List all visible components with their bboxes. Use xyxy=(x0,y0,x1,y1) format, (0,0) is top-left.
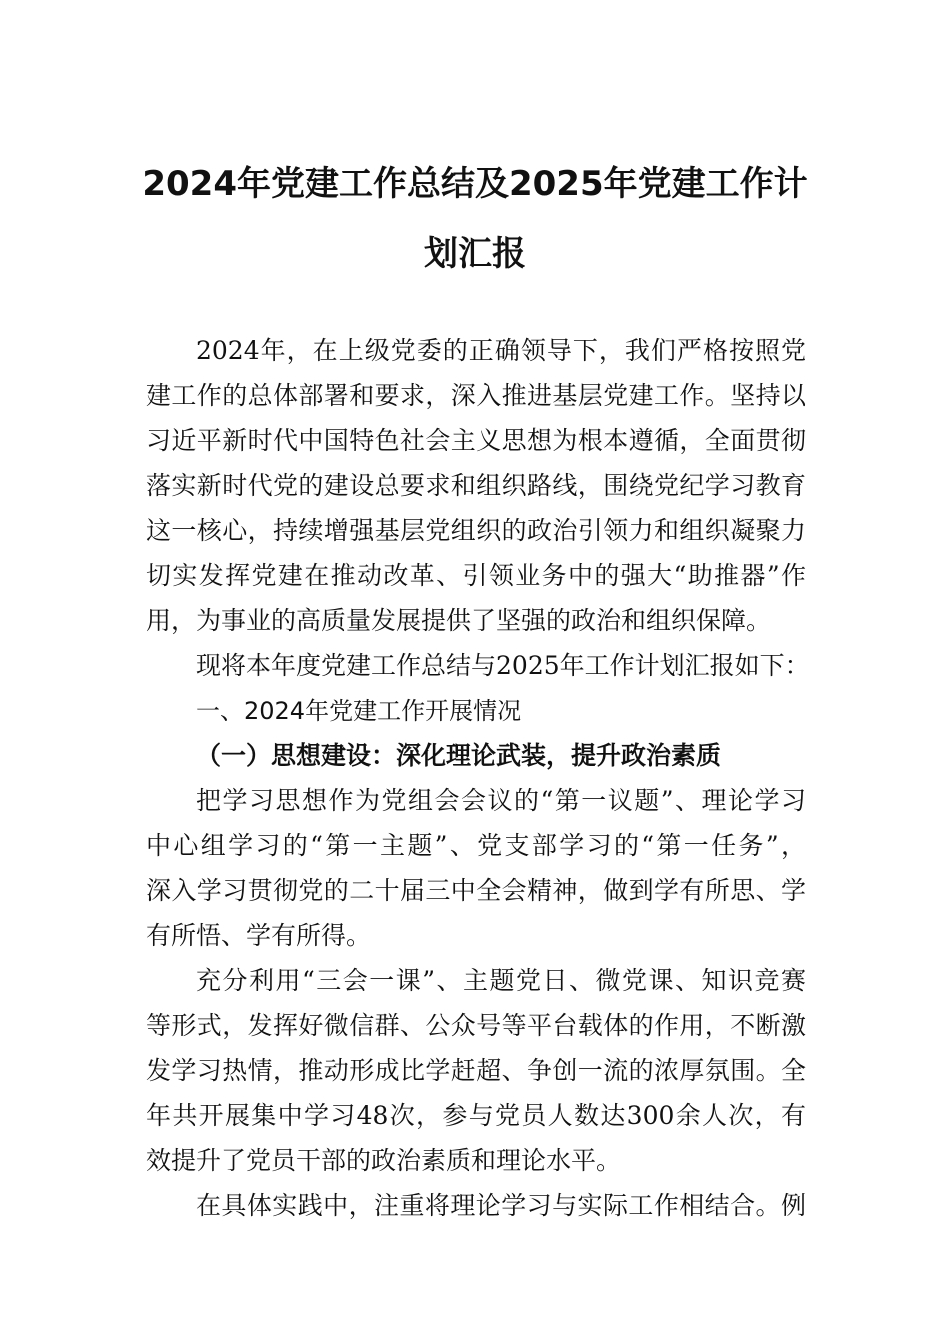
paragraph-line: 中心组学习的“第一主题”、党支部学习的“第一任务”， xyxy=(146,831,806,860)
paragraph-line: 有所悟、学有所得。 xyxy=(146,921,372,950)
intro-line: 用，为事业的高质量发展提供了坚强的政治和组织保障。 xyxy=(146,606,772,635)
paragraph-line: 充分利用“三会一课”、主题党日、微党课、知识竞赛 xyxy=(196,966,806,995)
intro-line: 切实发挥党建在推动改革、引领业务中的强大“助推器”作 xyxy=(146,561,806,590)
section-heading: 一、2024年党建工作开展情况 xyxy=(196,697,522,725)
paragraph-line: 效提升了党员干部的政治素质和理论水平。 xyxy=(146,1146,622,1175)
intro-line: 建工作的总体部署和要求，深入推进基层党建工作。坚持以 xyxy=(146,381,806,410)
paragraph-line: 等形式，发挥好微信群、公众号等平台载体的作用，不断激 xyxy=(146,1011,806,1040)
intro-line: 习近平新时代中国特色社会主义思想为根本遵循，全面贯彻 xyxy=(146,426,806,455)
paragraph-line: 深入学习贯彻党的二十届三中全会精神，做到学有所思、学 xyxy=(146,876,806,905)
intro-line: 这一核心，持续增强基层党组织的政治引领力和组织凝聚力 xyxy=(146,516,806,545)
paragraph-line: 发学习热情，推动形成比学赶超、争创一流的浓厚氛围。全 xyxy=(146,1056,806,1085)
subsection-heading: （一）思想建设：深化理论武装，提升政治素质 xyxy=(196,741,722,770)
paragraph-line: 把学习思想作为党组会会议的“第一议题”、理论学习 xyxy=(196,786,806,815)
paragraph-line: 在具体实践中，注重将理论学习与实际工作相结合。例 xyxy=(196,1191,806,1220)
lead-line: 现将本年度党建工作总结与2025年工作计划汇报如下： xyxy=(196,651,810,680)
intro-line: 2024年，在上级党委的正确领导下，我们严格按照党 xyxy=(196,336,806,365)
intro-line: 落实新时代党的建设总要求和组织路线，围绕党纪学习教育 xyxy=(146,471,806,500)
document-title-line-2: 划汇报 xyxy=(424,234,526,274)
paragraph-line: 年共开展集中学习48次，参与党员人数达300余人次，有 xyxy=(146,1101,806,1130)
document-title-line-1: 2024年党建工作总结及2025年党建工作计 xyxy=(142,164,808,204)
